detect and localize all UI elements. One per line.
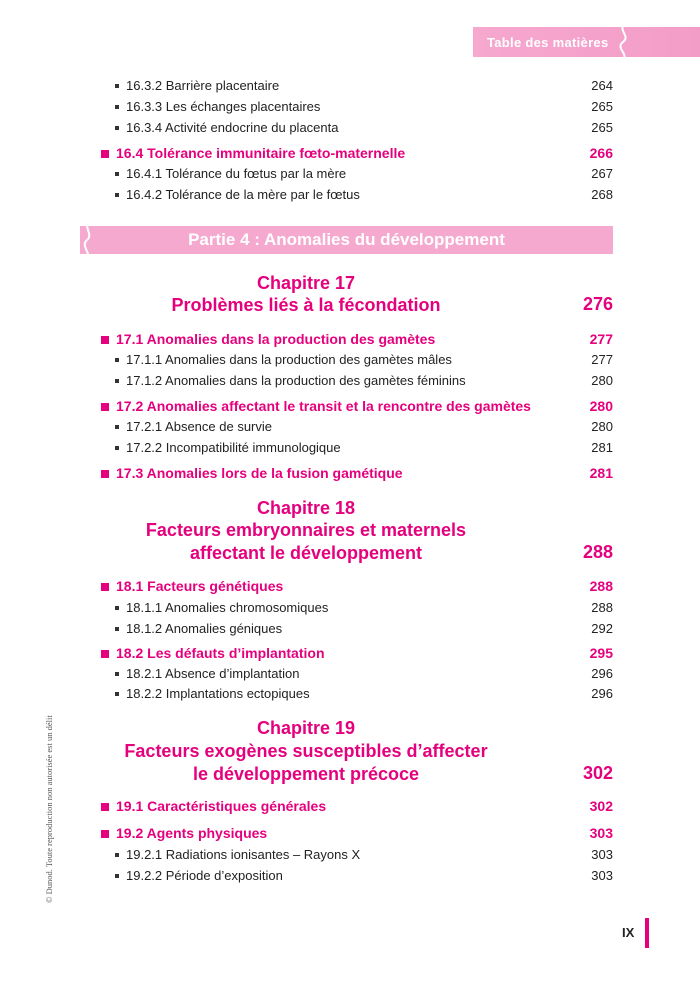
- bullet-icon: [115, 692, 119, 696]
- bullet-icon: [115, 172, 119, 176]
- toc-entry-page: 288: [591, 600, 613, 615]
- copyright-notice: © Dunod. Toute reproduction non autorisée est un délit: [44, 715, 54, 903]
- toc-entry-page: 303: [591, 847, 613, 862]
- toc-section-page: 302: [589, 798, 613, 814]
- square-bullet-icon: [101, 150, 109, 158]
- toc-entry-label: 16.3.3 Les échanges placentaires: [126, 99, 321, 114]
- header-title: Table des matières: [487, 34, 609, 50]
- toc-section-label: 17.2 Anomalies affectant le transit et la rencontre des gamètes: [116, 398, 531, 414]
- toc-entry-page: 277: [591, 352, 613, 367]
- chapter-title[interactable]: Facteurs embryonnaires et maternels: [145, 520, 467, 540]
- chapter-page: 302: [582, 763, 613, 783]
- toc-entry[interactable]: [115, 666, 613, 681]
- toc-entry-page: 268: [591, 187, 613, 202]
- toc-section[interactable]: [101, 798, 613, 814]
- chapter-title[interactable]: Facteurs exogènes susceptibles d’affecter: [124, 741, 488, 761]
- bullet-icon: [115, 84, 119, 88]
- toc-entry[interactable]: [115, 120, 613, 135]
- swirl-ornament-icon: [615, 22, 633, 62]
- bullet-icon: [115, 606, 119, 610]
- toc-entry[interactable]: [115, 868, 613, 883]
- toc-section-page: 280: [589, 398, 613, 414]
- toc-section-label: 19.1 Caractéristiques générales: [116, 798, 327, 814]
- toc-entry-label: 18.1.1 Anomalies chromosomiques: [126, 600, 329, 615]
- bullet-icon: [115, 193, 119, 197]
- toc-entry-page: 264: [591, 78, 613, 93]
- bullet-icon: [115, 126, 119, 130]
- toc-entry[interactable]: [115, 352, 613, 367]
- chapter-page: 288: [582, 542, 613, 562]
- toc-section-label: 18.2 Les défauts d’implantation: [116, 645, 325, 661]
- toc-entry-page: 296: [591, 686, 613, 701]
- toc-entry[interactable]: [115, 187, 613, 202]
- page-number-bar: [645, 918, 649, 948]
- toc-entry-label: 16.3.2 Barrière placentaire: [126, 78, 280, 93]
- chapter-heading: Chapitre 17: [256, 273, 356, 293]
- chapter-title[interactable]: affectant le développement: [189, 543, 423, 563]
- bullet-icon: [115, 874, 119, 878]
- toc-entry-page: 267: [591, 166, 613, 181]
- toc-section-label: 17.1 Anomalies dans la production des gamètes: [116, 331, 436, 347]
- toc-entry-page: 280: [591, 419, 613, 434]
- toc-section[interactable]: [101, 645, 613, 661]
- toc-section-label: 18.1 Facteurs génétiques: [116, 578, 284, 594]
- square-bullet-icon: [101, 403, 109, 411]
- toc-entry-label: 17.1.2 Anomalies dans la production des gamètes féminins: [126, 373, 466, 388]
- bullet-icon: [115, 379, 119, 383]
- bullet-icon: [115, 672, 119, 676]
- toc-entry-label: 17.2.1 Absence de survie: [126, 419, 272, 434]
- toc-entry-page: 303: [591, 868, 613, 883]
- bullet-icon: [115, 425, 119, 429]
- toc-entry[interactable]: [115, 419, 613, 434]
- toc-section-page: 288: [589, 578, 613, 594]
- toc-entry-label: 18.2.1 Absence d’implantation: [126, 666, 300, 681]
- toc-entry-page: 281: [591, 440, 613, 455]
- bullet-icon: [115, 627, 119, 631]
- toc-entry-label: 17.2.2 Incompatibilité immunologique: [126, 440, 341, 455]
- toc-section[interactable]: [101, 331, 613, 347]
- toc-entry-page: 292: [591, 621, 613, 636]
- toc-entry[interactable]: [115, 621, 613, 636]
- square-bullet-icon: [101, 336, 109, 344]
- chapter-title[interactable]: Problèmes liés à la fécondation: [171, 295, 441, 315]
- toc-section-page: 281: [589, 465, 613, 481]
- toc-entry[interactable]: [115, 373, 613, 388]
- toc-entry[interactable]: [115, 99, 613, 114]
- chapter-heading: Chapitre 19: [256, 718, 356, 738]
- square-bullet-icon: [101, 583, 109, 591]
- bullet-icon: [115, 853, 119, 857]
- toc-entry[interactable]: [115, 847, 613, 862]
- toc-entry-label: 19.2.2 Période d’exposition: [126, 868, 283, 883]
- toc-section-label: 19.2 Agents physiques: [116, 825, 268, 841]
- toc-entry-label: 18.2.2 Implantations ectopiques: [126, 686, 310, 701]
- toc-section-page: 277: [589, 331, 613, 347]
- toc-section-label: 16.4 Tolérance immunitaire fœto-maternelle: [116, 145, 406, 161]
- toc-entry-page: 280: [591, 373, 613, 388]
- part-title: Partie 4 : Anomalies du développement: [188, 230, 505, 249]
- page-number: IX: [622, 925, 635, 940]
- toc-section[interactable]: [101, 465, 613, 481]
- toc-section-label: 17.3 Anomalies lors de la fusion gamétique: [116, 465, 403, 481]
- toc-entry-page: 265: [591, 99, 613, 114]
- toc-entry[interactable]: [115, 166, 613, 181]
- toc-section[interactable]: [101, 145, 613, 161]
- square-bullet-icon: [101, 803, 109, 811]
- chapter-heading: Chapitre 18: [256, 498, 356, 518]
- toc-section[interactable]: [101, 398, 613, 414]
- bullet-icon: [115, 446, 119, 450]
- toc-entry[interactable]: [115, 686, 613, 701]
- chapter-page: 276: [582, 294, 613, 314]
- toc-entry-label: 16.4.2 Tolérance de la mère par le fœtus: [126, 187, 360, 202]
- header-tab: [473, 27, 700, 57]
- toc-entry[interactable]: [115, 78, 613, 93]
- chapter-title[interactable]: le développement précoce: [192, 764, 420, 784]
- toc-entry-label: 19.2.1 Radiations ionisantes – Rayons X: [126, 847, 361, 862]
- square-bullet-icon: [101, 650, 109, 658]
- square-bullet-icon: [101, 830, 109, 838]
- bullet-icon: [115, 358, 119, 362]
- toc-section[interactable]: [101, 825, 613, 841]
- toc-entry-label: 17.1.1 Anomalies dans la production des gamètes mâles: [126, 352, 452, 367]
- toc-entry-label: 18.1.2 Anomalies géniques: [126, 621, 283, 636]
- toc-section-page: 295: [589, 645, 613, 661]
- toc-entry-label: 16.3.4 Activité endocrine du placenta: [126, 120, 339, 135]
- square-bullet-icon: [101, 470, 109, 478]
- toc-section-page: 266: [589, 145, 613, 161]
- toc-entry-page: 265: [591, 120, 613, 135]
- bullet-icon: [115, 105, 119, 109]
- toc-entry-label: 16.4.1 Tolérance du fœtus par la mère: [126, 166, 347, 181]
- toc-section[interactable]: [101, 578, 613, 594]
- toc-section-page: 303: [589, 825, 613, 841]
- toc-entry[interactable]: [115, 600, 613, 615]
- toc-entry[interactable]: [115, 440, 613, 455]
- toc-entry-page: 296: [591, 666, 613, 681]
